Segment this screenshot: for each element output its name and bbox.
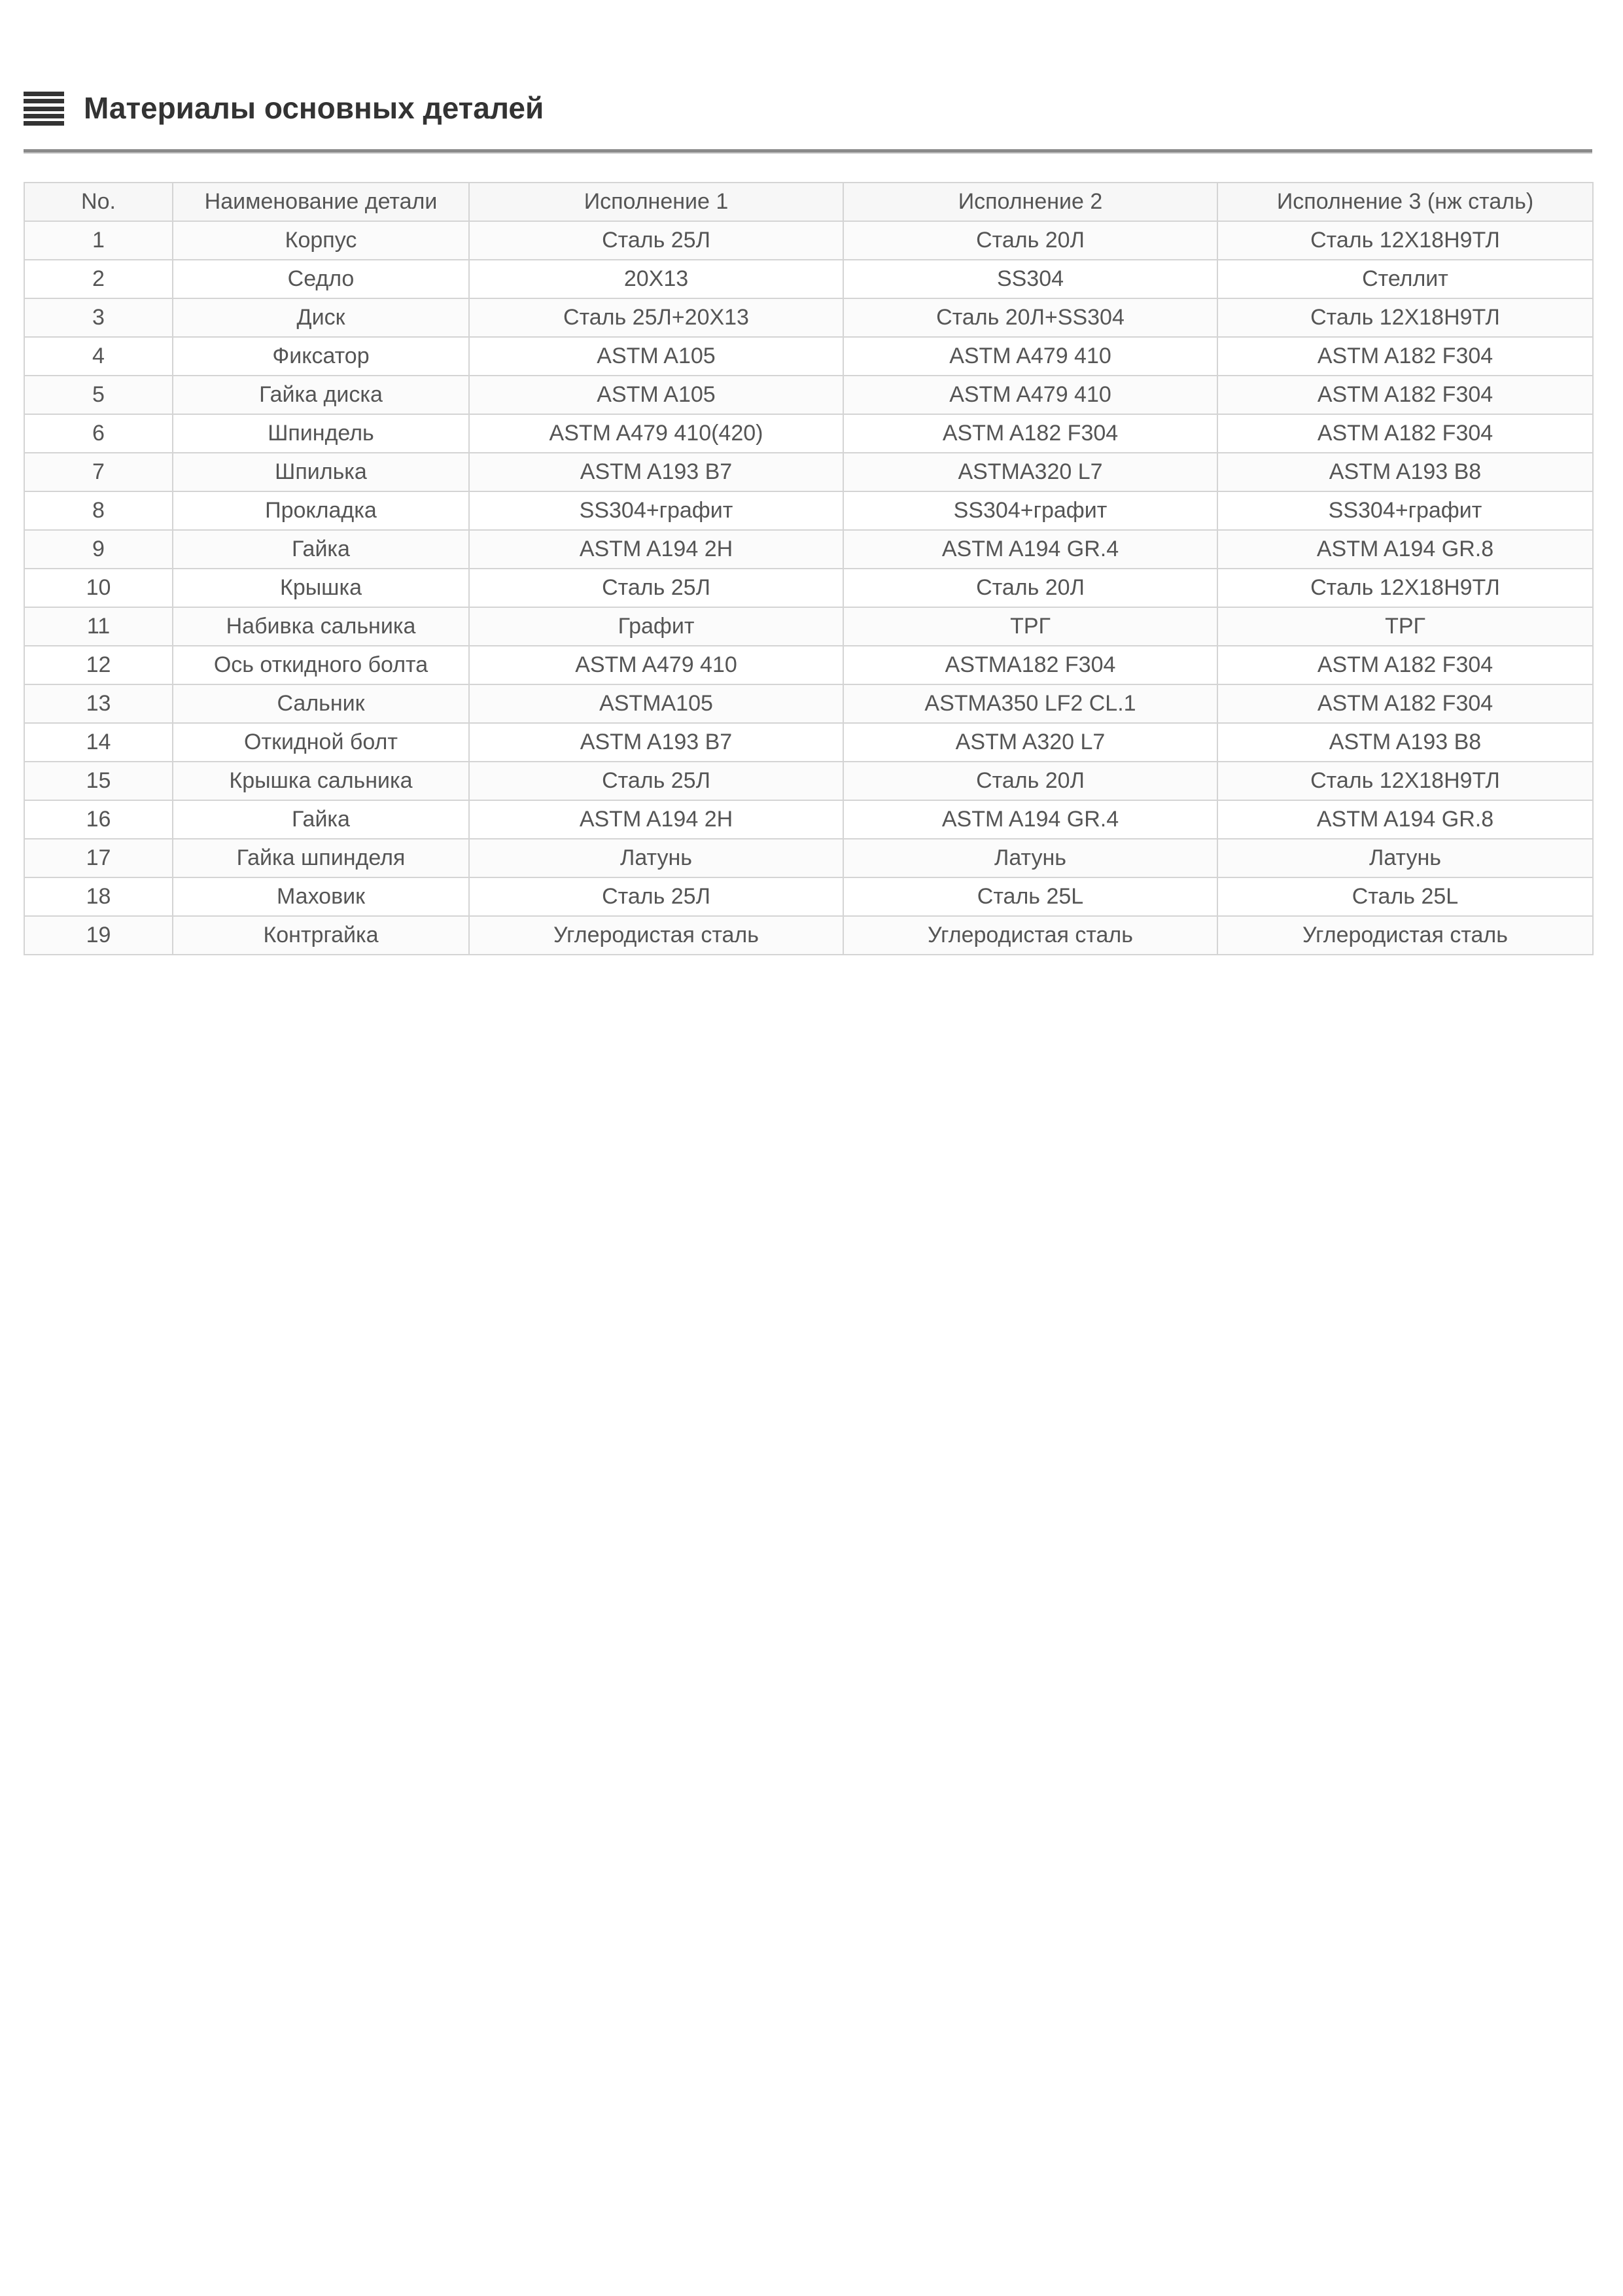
cell-version-1: 20Х13	[469, 260, 843, 298]
cell-version-2: ASTM A479 410	[843, 376, 1217, 414]
cell-version-1: Сталь 25Л+20Х13	[469, 298, 843, 337]
cell-version-2: ASTMA350 LF2 CL.1	[843, 684, 1217, 723]
cell-no: 16	[24, 800, 173, 839]
cell-version-3: ТРГ	[1217, 607, 1593, 646]
cell-no: 5	[24, 376, 173, 414]
cell-version-1: ASTMA105	[469, 684, 843, 723]
cell-version-1: ASTM A193 B7	[469, 723, 843, 762]
cell-no: 15	[24, 762, 173, 800]
table-row	[24, 337, 1593, 376]
cell-version-2: ASTM A194 GR.4	[843, 800, 1217, 839]
column-header-version-2: Исполнение 2	[843, 183, 1217, 221]
cell-no: 7	[24, 453, 173, 491]
table-body	[24, 221, 1593, 955]
cell-version-2: Сталь 20Л	[843, 762, 1217, 800]
cell-version-2: Углеродистая сталь	[843, 916, 1217, 955]
cell-no: 9	[24, 530, 173, 569]
table-row	[24, 260, 1593, 298]
cell-version-2: Сталь 20Л	[843, 221, 1217, 260]
cell-version-3: ASTM A193 B8	[1217, 453, 1593, 491]
cell-part-name: Прокладка	[173, 491, 469, 530]
cell-version-3: Сталь 12Х18Н9ТЛ	[1217, 762, 1593, 800]
table-row	[24, 491, 1593, 530]
cell-version-1: SS304+графит	[469, 491, 843, 530]
cell-part-name: Гайка	[173, 530, 469, 569]
cell-version-1: Сталь 25Л	[469, 221, 843, 260]
cell-part-name: Гайка диска	[173, 376, 469, 414]
cell-version-3: Сталь 12Х18Н9ТЛ	[1217, 569, 1593, 607]
table-row	[24, 607, 1593, 646]
cell-version-2: ASTM A194 GR.4	[843, 530, 1217, 569]
cell-version-2: ASTM A182 F304	[843, 414, 1217, 453]
menu-line	[24, 92, 64, 96]
cell-version-2: Сталь 20Л+SS304	[843, 298, 1217, 337]
cell-version-1: Сталь 25Л	[469, 569, 843, 607]
table-row	[24, 530, 1593, 569]
cell-version-1: Латунь	[469, 839, 843, 877]
cell-version-1: Сталь 25Л	[469, 877, 843, 916]
menu-line	[24, 99, 64, 103]
cell-version-2: ASTM A479 410	[843, 337, 1217, 376]
cell-version-2: ASTMA320 L7	[843, 453, 1217, 491]
table-row	[24, 877, 1593, 916]
cell-version-1: Сталь 25Л	[469, 762, 843, 800]
cell-part-name: Шпилька	[173, 453, 469, 491]
cell-part-name: Корпус	[173, 221, 469, 260]
cell-version-3: ASTM A194 GR.8	[1217, 800, 1593, 839]
cell-part-name: Маховик	[173, 877, 469, 916]
cell-version-2: Сталь 20Л	[843, 569, 1217, 607]
cell-part-name: Контргайка	[173, 916, 469, 955]
menu-line	[24, 121, 64, 126]
cell-version-3: ASTM A182 F304	[1217, 646, 1593, 684]
table-row	[24, 839, 1593, 877]
cell-version-2: SS304+графит	[843, 491, 1217, 530]
cell-no: 3	[24, 298, 173, 337]
materials-table	[24, 182, 1594, 955]
cell-part-name: Сальник	[173, 684, 469, 723]
cell-version-1: Графит	[469, 607, 843, 646]
cell-no: 10	[24, 569, 173, 607]
cell-no: 6	[24, 414, 173, 453]
cell-version-2: Сталь 25L	[843, 877, 1217, 916]
cell-version-3: Сталь 25L	[1217, 877, 1593, 916]
section-title: Материалы основных деталей	[84, 91, 544, 125]
cell-version-3: Сталь 12Х18Н9ТЛ	[1217, 298, 1593, 337]
cell-no: 18	[24, 877, 173, 916]
cell-version-1: ASTM A105	[469, 337, 843, 376]
table-header-row	[24, 183, 1593, 221]
cell-part-name: Фиксатор	[173, 337, 469, 376]
cell-no: 2	[24, 260, 173, 298]
cell-part-name: Откидной болт	[173, 723, 469, 762]
cell-no: 4	[24, 337, 173, 376]
menu-line	[24, 107, 64, 111]
cell-no: 17	[24, 839, 173, 877]
cell-version-2: SS304	[843, 260, 1217, 298]
cell-version-3: Сталь 12Х18Н9ТЛ	[1217, 221, 1593, 260]
cell-version-3: Стеллит	[1217, 260, 1593, 298]
cell-version-1: ASTM A194 2H	[469, 530, 843, 569]
table-row	[24, 723, 1593, 762]
cell-part-name: Набивка сальника	[173, 607, 469, 646]
table-row	[24, 376, 1593, 414]
table-row	[24, 453, 1593, 491]
table-row	[24, 916, 1593, 955]
cell-version-1: ASTM A479 410	[469, 646, 843, 684]
cell-version-3: Углеродистая сталь	[1217, 916, 1593, 955]
cell-no: 1	[24, 221, 173, 260]
column-header-version-1: Исполнение 1	[469, 183, 843, 221]
cell-no: 8	[24, 491, 173, 530]
table-row	[24, 298, 1593, 337]
table-row	[24, 684, 1593, 723]
cell-no: 19	[24, 916, 173, 955]
table-row	[24, 414, 1593, 453]
cell-part-name: Ось откидного болта	[173, 646, 469, 684]
cell-no: 13	[24, 684, 173, 723]
cell-part-name: Крышка сальника	[173, 762, 469, 800]
cell-version-2: Латунь	[843, 839, 1217, 877]
column-header-part-name: Наименование детали	[173, 183, 469, 221]
menu-lines-icon	[24, 92, 64, 126]
cell-version-1: ASTM A105	[469, 376, 843, 414]
cell-no: 11	[24, 607, 173, 646]
table-row	[24, 646, 1593, 684]
cell-version-1: Углеродистая сталь	[469, 916, 843, 955]
cell-version-3: SS304+графит	[1217, 491, 1593, 530]
cell-part-name: Гайка	[173, 800, 469, 839]
table-row	[24, 569, 1593, 607]
column-header-version-3: Исполнение 3 (нж сталь)	[1217, 183, 1593, 221]
cell-version-1: ASTM A194 2H	[469, 800, 843, 839]
cell-part-name: Седло	[173, 260, 469, 298]
cell-version-2: ASTMA182 F304	[843, 646, 1217, 684]
cell-part-name: Диск	[173, 298, 469, 337]
section-header	[24, 86, 1592, 152]
cell-part-name: Гайка шпинделя	[173, 839, 469, 877]
column-header-no: No.	[24, 183, 173, 221]
cell-version-2: ТРГ	[843, 607, 1217, 646]
cell-part-name: Шпиндель	[173, 414, 469, 453]
cell-version-3: ASTM A182 F304	[1217, 376, 1593, 414]
cell-version-3: Латунь	[1217, 839, 1593, 877]
cell-version-1: ASTM A479 410(420)	[469, 414, 843, 453]
cell-version-1: ASTM A193 B7	[469, 453, 843, 491]
cell-version-3: ASTM A182 F304	[1217, 414, 1593, 453]
menu-line	[24, 114, 64, 118]
cell-version-3: ASTM A182 F304	[1217, 684, 1593, 723]
cell-version-3: ASTM A193 B8	[1217, 723, 1593, 762]
cell-version-2: ASTM A320 L7	[843, 723, 1217, 762]
table-row	[24, 800, 1593, 839]
table-row	[24, 762, 1593, 800]
cell-part-name: Крышка	[173, 569, 469, 607]
cell-no: 14	[24, 723, 173, 762]
table-header	[24, 183, 1593, 221]
cell-no: 12	[24, 646, 173, 684]
title-divider	[24, 149, 1592, 154]
table-row	[24, 221, 1593, 260]
cell-version-3: ASTM A182 F304	[1217, 337, 1593, 376]
cell-version-3: ASTM A194 GR.8	[1217, 530, 1593, 569]
